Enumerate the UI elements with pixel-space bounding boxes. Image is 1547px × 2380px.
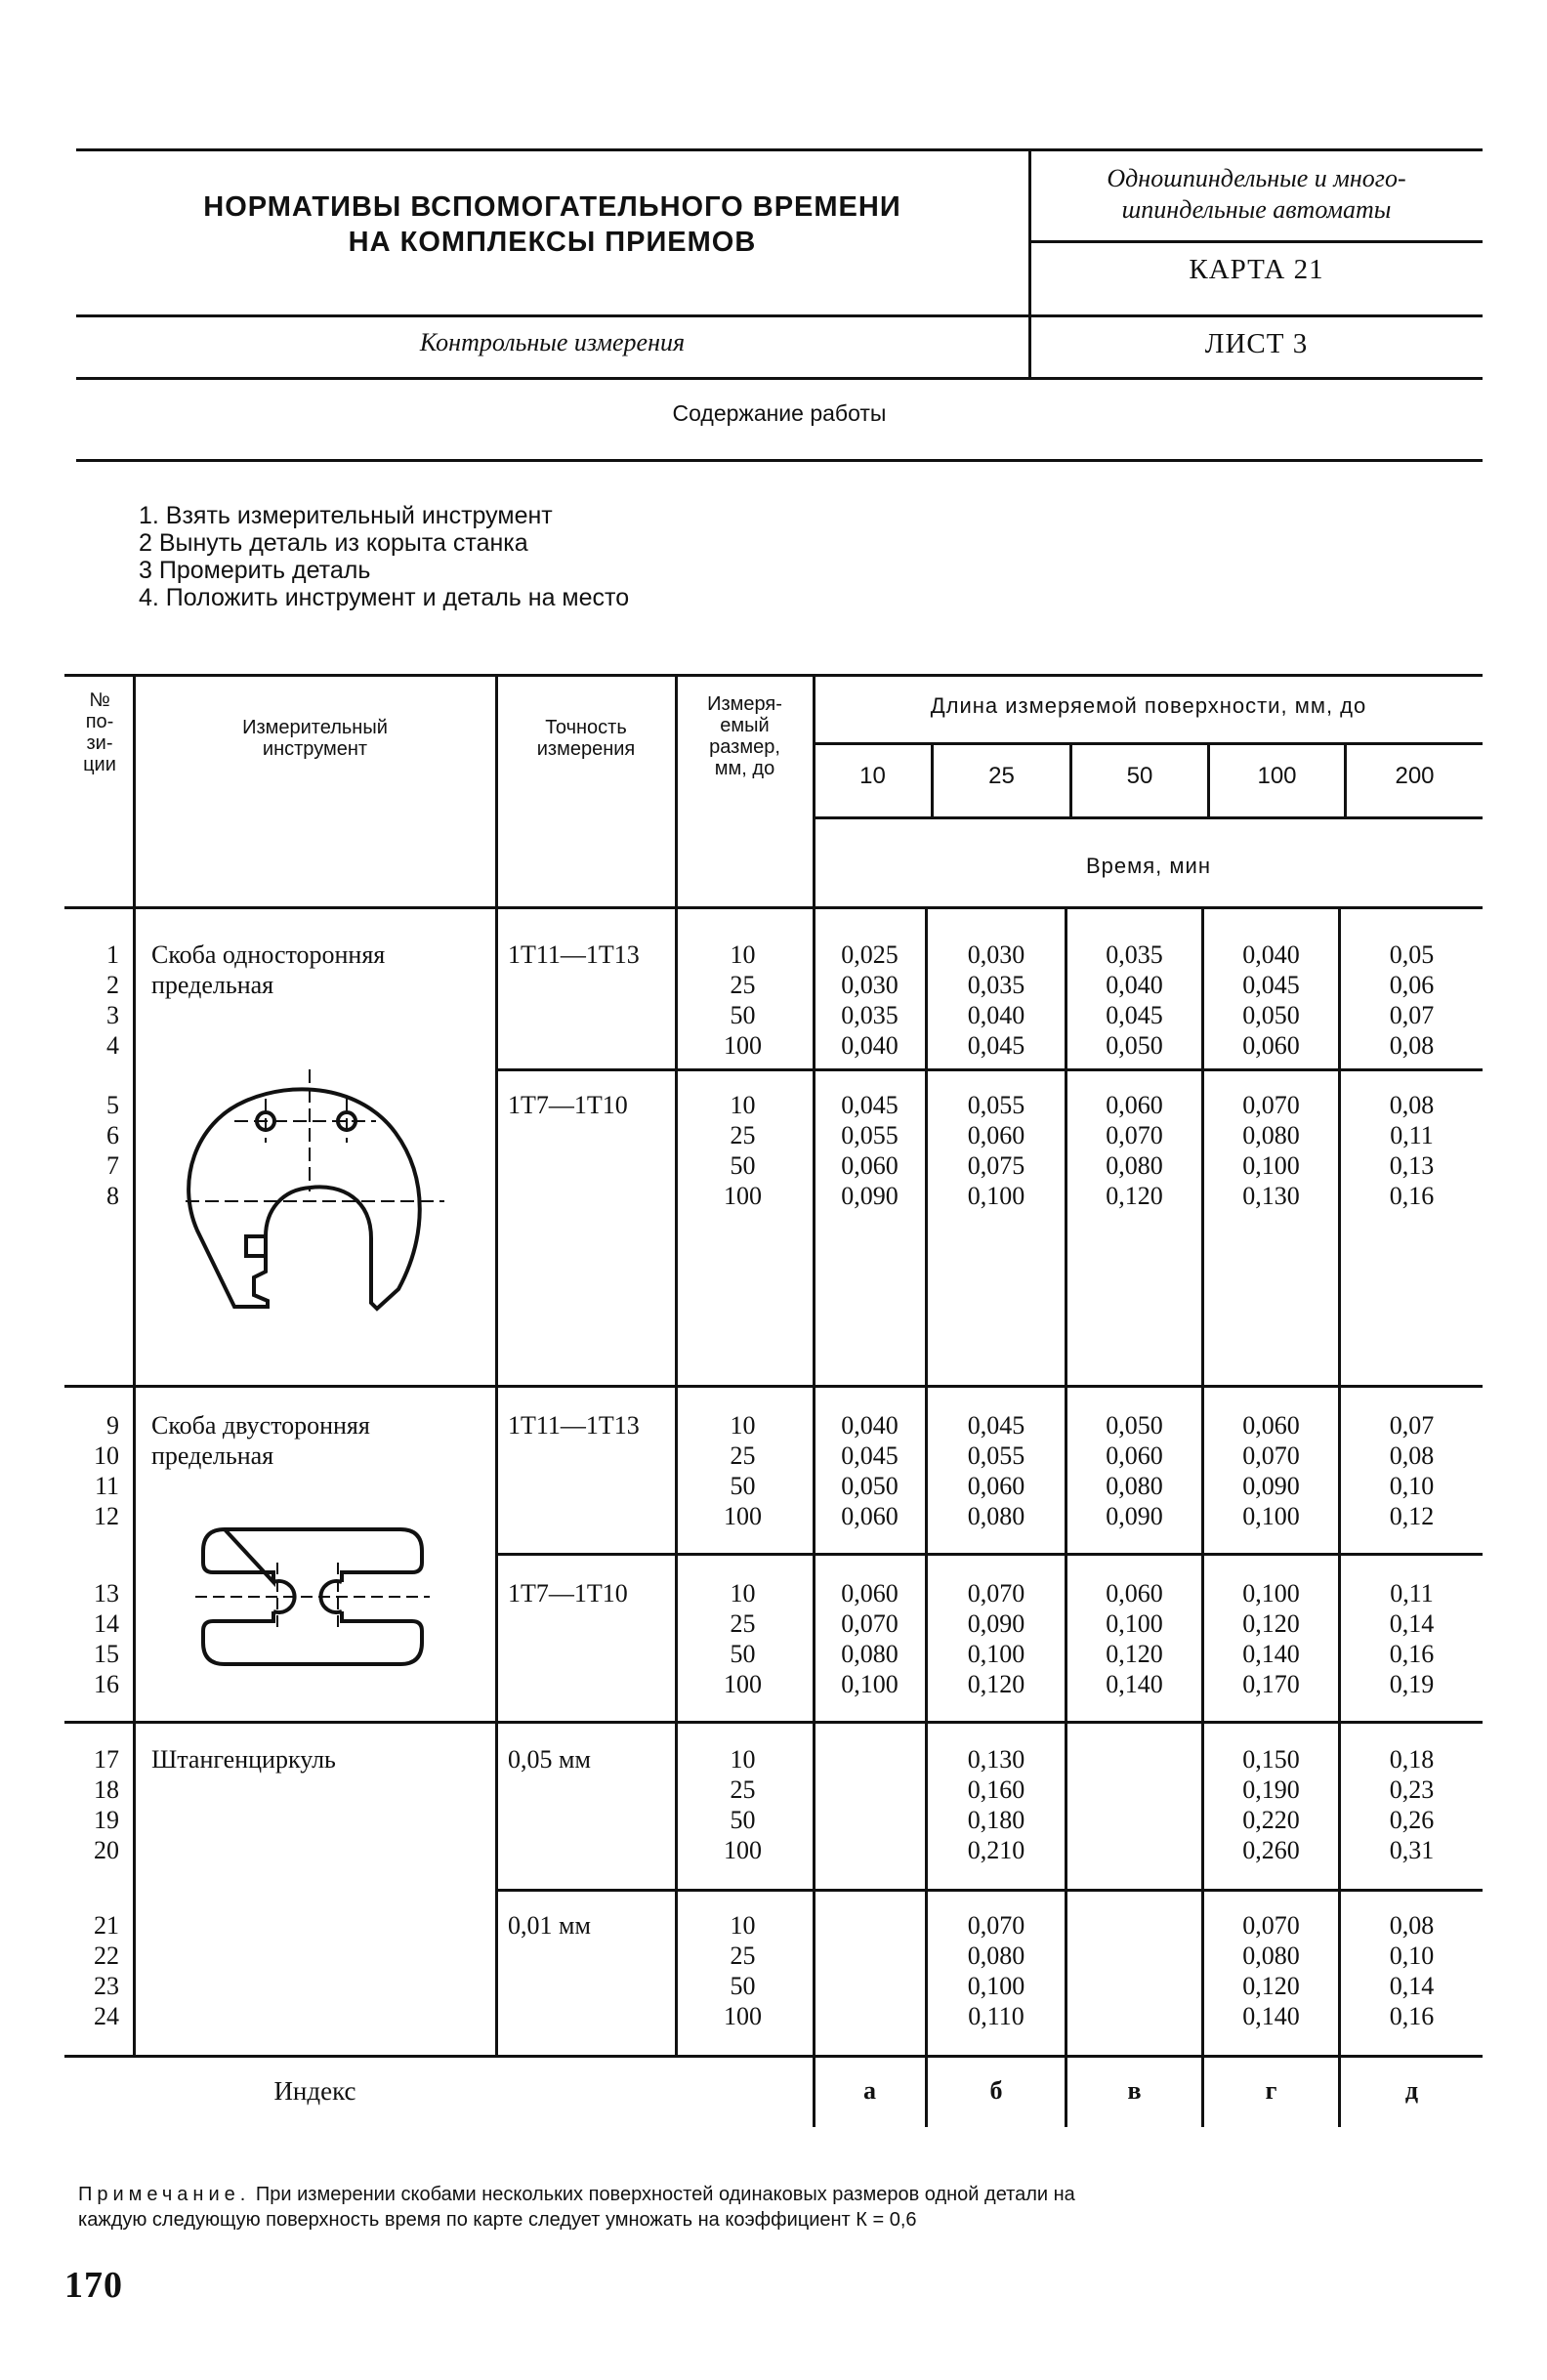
time-values-d: 0,18 0,23 0,26 0,31 [1389, 1745, 1435, 1864]
page-number: 170 [64, 2265, 123, 2306]
group2-sub-rule [496, 1553, 1483, 1556]
precision-value: 1T7—1T10 [508, 1579, 628, 1608]
time-values-g: 0,070 0,080 0,100 0,130 [1242, 1091, 1300, 1210]
time-values-g: 0,040 0,045 0,050 0,060 [1242, 940, 1300, 1060]
work-step: 1. Взять измерительный инструмент [139, 502, 553, 529]
index-label: Индекс [273, 2076, 356, 2106]
group1-bottom-rule [64, 1385, 1483, 1388]
content-rule [76, 459, 1483, 462]
header-instrument: Измерительный инструмент [242, 717, 388, 760]
header-length-100: 100 [1257, 763, 1297, 789]
table-top-rule [64, 674, 1483, 677]
time-values-v: 0,035 0,040 0,045 0,050 [1106, 940, 1163, 1060]
precision-value: 1T11—1T13 [508, 940, 640, 969]
single-sided-gauge-drawing [176, 1065, 449, 1338]
time-values-d: 0,08 0,10 0,14 0,16 [1389, 1911, 1435, 2030]
time-values-d: 0,08 0,11 0,13 0,16 [1389, 1091, 1435, 1210]
precision-value: 1T11—1T13 [508, 1411, 640, 1440]
precision-value: 1T7—1T10 [508, 1091, 628, 1119]
instrument-name: Скоба односторонняя предельная [151, 940, 386, 999]
time-values-b: 0,070 0,090 0,100 0,120 [967, 1579, 1025, 1698]
precision-value: 0,01 мм [508, 1911, 591, 1940]
time-values-b: 0,045 0,055 0,060 0,080 [967, 1411, 1025, 1530]
position-numbers: 21 22 23 24 [94, 1911, 119, 2030]
work-step: 4. Положить инструмент и деталь на место [139, 584, 630, 611]
header-mid-rule [76, 314, 1483, 317]
time-values-g: 0,070 0,080 0,120 0,140 [1242, 1911, 1300, 2030]
time-values-v: 0,060 0,100 0,120 0,140 [1106, 1579, 1163, 1698]
double-sided-gauge-drawing [195, 1524, 430, 1670]
position-numbers: 5 6 7 8 [106, 1091, 119, 1210]
header-length-10: 10 [859, 763, 886, 789]
note-label: Примечание. [78, 2184, 251, 2205]
col-rule-size [813, 674, 815, 2127]
length-values-rule [815, 816, 1483, 819]
note [78, 2184, 1075, 2206]
time-values-g: 0,060 0,070 0,090 0,100 [1242, 1411, 1300, 1530]
note-text: При измерении скобами нескольких поверхностей одинаковых размеров одной детали на [250, 2184, 1075, 2205]
machine-type-line1: Одношпиндельные и много- [1107, 164, 1406, 192]
time-values-b: 0,055 0,060 0,075 0,100 [967, 1091, 1025, 1210]
sheet-number: ЛИСТ 3 [1204, 328, 1309, 359]
header-bottom-rule [76, 377, 1483, 380]
card-number: КАРТА 21 [1189, 254, 1324, 285]
header-size: Измеря- емый размер, мм, до [707, 693, 782, 779]
index-value: а [863, 2076, 876, 2105]
size-values: 10 25 50 100 [724, 940, 762, 1060]
time-values-g: 0,100 0,120 0,140 0,170 [1242, 1579, 1300, 1698]
position-numbers: 1 2 3 4 [106, 940, 119, 1060]
time-values-a: 0,025 0,030 0,035 0,040 [841, 940, 899, 1060]
header-length: Длина измеряемой поверхности, мм, до [930, 693, 1367, 718]
instrument-name: Скоба двусторонняя предельная [151, 1411, 370, 1470]
precision-value: 0,05 мм [508, 1745, 591, 1774]
work-content-heading: Содержание работы [672, 400, 887, 426]
index-value: б [989, 2076, 1003, 2105]
size-values: 10 25 50 100 [724, 1579, 762, 1698]
page-title-line2: НА КОМПЛЕКСЫ ПРИЕМОВ [348, 227, 757, 258]
length-header-rule [815, 742, 1483, 745]
header-bottom-rule-table [64, 906, 1483, 909]
time-values-d: 0,07 0,08 0,10 0,12 [1389, 1411, 1435, 1530]
header-card-rule [1030, 240, 1483, 243]
position-numbers: 13 14 15 16 [94, 1579, 119, 1698]
index-value: г [1265, 2076, 1277, 2105]
index-value: д [1404, 2076, 1419, 2105]
machine-type-line2: шпиндельные автоматы [1121, 195, 1392, 224]
work-step: 3 Промерить деталь [139, 557, 371, 584]
header-precision: Точность измерения [536, 717, 636, 760]
time-values-v: 0,060 0,070 0,080 0,120 [1106, 1091, 1163, 1210]
size-values: 10 25 50 100 [724, 1745, 762, 1864]
work-step: 2 Вынуть деталь из корыта станка [139, 529, 528, 557]
note-text-line2: каждую следующую поверхность время по карте следует умножать на коэффициент К = 0,6 [78, 2209, 917, 2231]
time-values-v: 0,050 0,060 0,080 0,090 [1106, 1411, 1163, 1530]
time-values-d: 0,11 0,14 0,16 0,19 [1389, 1579, 1435, 1698]
size-values: 10 25 50 100 [724, 1911, 762, 2030]
header-top-rule [76, 148, 1483, 151]
instrument-name: Штангенциркуль [151, 1745, 336, 1774]
time-values-a: 0,045 0,055 0,060 0,090 [841, 1091, 899, 1210]
table-bottom-rule [64, 2055, 1483, 2058]
time-values-a: 0,040 0,045 0,050 0,060 [841, 1411, 899, 1530]
col-rule-pos [133, 674, 136, 2055]
position-numbers: 17 18 19 20 [94, 1745, 119, 1864]
time-values-a: 0,060 0,070 0,080 0,100 [841, 1579, 899, 1698]
group2-bottom-rule [64, 1721, 1483, 1724]
index-value: в [1127, 2076, 1142, 2105]
time-values-d: 0,05 0,06 0,07 0,08 [1389, 940, 1435, 1060]
group1-sub-rule [496, 1068, 1483, 1071]
time-values-g: 0,150 0,190 0,220 0,260 [1242, 1745, 1300, 1864]
time-values-b: 0,030 0,035 0,040 0,045 [967, 940, 1025, 1060]
page-title-line1: НОРМАТИВЫ ВСПОМОГАТЕЛЬНОГО ВРЕМЕНИ [203, 191, 901, 223]
header-position: № по- зи- ции [83, 689, 116, 775]
time-values-b: 0,070 0,080 0,100 0,110 [967, 1911, 1025, 2030]
section-subtitle: Контрольные измерения [419, 328, 686, 356]
group3-sub-rule [496, 1889, 1483, 1892]
size-values: 10 25 50 100 [724, 1411, 762, 1530]
position-numbers: 9 10 11 12 [94, 1411, 119, 1530]
size-values: 10 25 50 100 [724, 1091, 762, 1210]
header-length-50: 50 [1126, 763, 1153, 789]
header-length-200: 200 [1395, 763, 1435, 789]
header-length-25: 25 [988, 763, 1015, 789]
header-time: Время, мин [1086, 854, 1211, 878]
col-rule-instrument [495, 674, 498, 2055]
time-values-b: 0,130 0,160 0,180 0,210 [967, 1745, 1025, 1864]
